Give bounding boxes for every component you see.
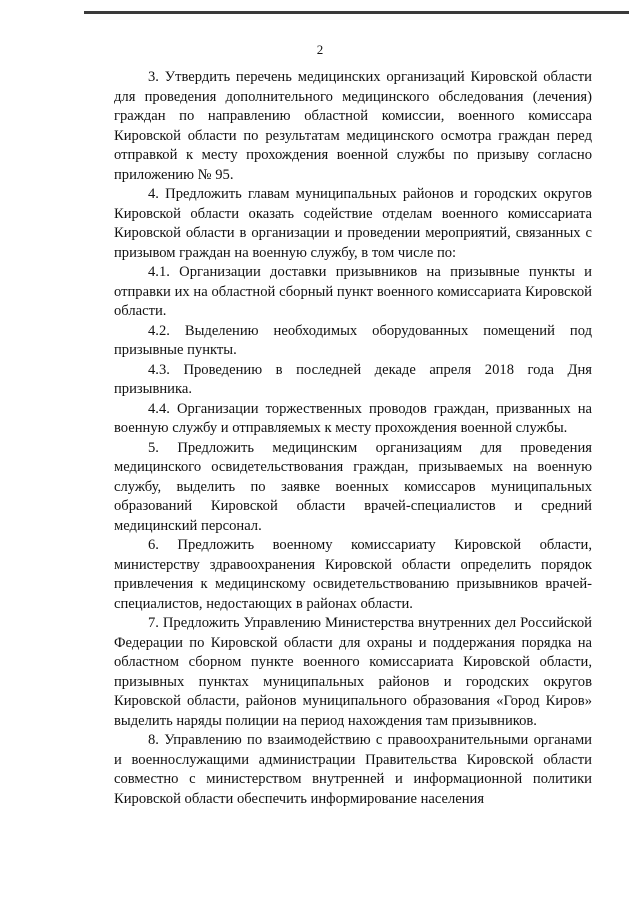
paragraph-7: 7. Предложить Управлению Министерства внутренних дел Российской Федерации по Кировской области для охраны и поддержания порядка на областном сборном пункте военного комиссариата Кировской области, призывных пунктах муниципальных районов и городских округов Кировской области, районов муниципального образования «Город Киров» выделить наряды полиции на период нахождения там призывников. — [114, 615, 592, 729]
top-scan-rule — [84, 11, 629, 14]
page-number: 2 — [316, 42, 324, 57]
paragraph-4-2: 4.2. Выделению необходимых оборудованных помещений под призывные пункты. — [114, 322, 592, 358]
paragraph-4-4: 4.4. Организации торжественных проводов граждан, призванных на военную службу и отправляемых к месту прохождения военной службы. — [114, 400, 592, 436]
paragraph-4: 4. Предложить главам муниципальных районов и городских округов Кировской области оказать содействие отделам военного комиссариата Кировской области в организации и проведении мероприятий, связанных с призывом граждан на военную службу, в том числе по: — [114, 186, 592, 261]
paragraph-4-3: 4.3. Проведению в последней декаде апреля 2018 года Дня призывника. — [114, 361, 592, 397]
document-body — [114, 68, 592, 809]
paragraph-6: 6. Предложить военному комиссариату Кировской области, министерству здравоохранения Кировской области определить порядок привлечения к медицинскому освидетельствованию призывников врачей-специалистов, недостающих в районах области. — [114, 537, 592, 612]
paragraph-4-1: 4.1. Организации доставки призывников на призывные пункты и отправки их на областной сборный пункт военного комиссариата Кировской области. — [114, 264, 592, 319]
paragraph-3: 3. Утвердить перечень медицинских организаций Кировской области для проведения дополнительного медицинского обследования (лечения) граждан по направлению областной комиссии, военного комиссара Кировской области по результатам медицинского осмотра граждан перед отправкой к месту прохождения военной службы по призыву согласно приложению № 95. — [114, 69, 592, 183]
paragraph-8: 8. Управлению по взаимодействию с правоохранительными органами и военнослужащими администрации Правительства Кировской области совместно с министерством внутренней и информационной политики Кировской области обеспечить информирование населения — [114, 732, 592, 807]
paragraph-5: 5. Предложить медицинским организациям для проведения медицинского освидетельствования граждан, призываемых на военную службу, выделить по заявке военных комиссаров муниципальных образований Кировской области врачей-специалистов и средний медицинский персонал. — [114, 439, 592, 534]
